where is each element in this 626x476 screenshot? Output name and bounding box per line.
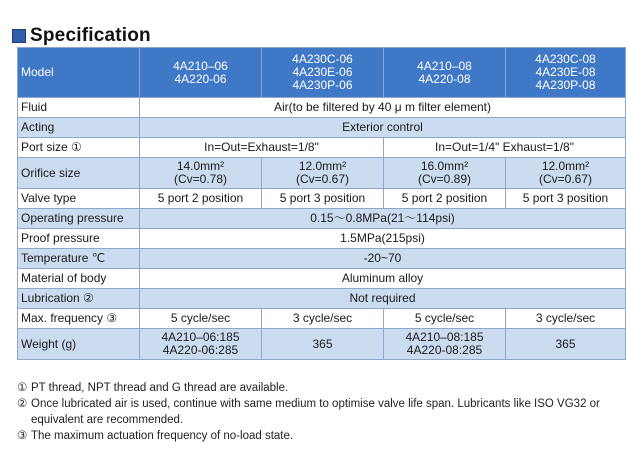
- row-value: 4A210–08:185 4A220-08:285: [384, 329, 506, 360]
- row-value: Exterior control: [140, 118, 626, 138]
- row-label: Weight (g): [18, 329, 140, 360]
- page-title: Specification: [30, 25, 151, 46]
- row-label: Operating pressure: [18, 209, 140, 229]
- row-value: 4A210–06:185 4A220-06:285: [140, 329, 262, 360]
- row-value: 12.0mm² (Cv=0.67): [262, 158, 384, 189]
- row-value: 5 port 2 position: [384, 189, 506, 209]
- row-label: Acting: [18, 118, 140, 138]
- table-row: [18, 309, 626, 329]
- model-cell: 4A230C-06 4A230E-06 4A230P-06: [262, 48, 384, 98]
- row-value: Aluminum alloy: [140, 269, 626, 289]
- row-value: 5 cycle/sec: [140, 309, 262, 329]
- row-value: 1.5MPa(215psi): [140, 229, 626, 249]
- header-label: Model: [18, 48, 140, 98]
- row-value: 16.0mm² (Cv=0.89): [384, 158, 506, 189]
- table-header-row: [18, 48, 626, 98]
- footnotes: [17, 380, 622, 444]
- row-label: Port size ①: [18, 138, 140, 158]
- square-bullet-icon: [12, 29, 26, 43]
- row-label: Temperature ℃: [18, 249, 140, 269]
- row-value: Not required: [140, 289, 626, 309]
- row-value: In=Out=Exhaust=1/8": [140, 138, 384, 158]
- row-value: 12.0mm² (Cv=0.67): [506, 158, 626, 189]
- footnote-text: The maximum actuation frequency of no-load state.: [31, 430, 294, 442]
- table-row: [18, 158, 626, 189]
- row-value: 5 port 2 position: [140, 189, 262, 209]
- row-label: Fluid: [18, 98, 140, 118]
- table-row: [18, 209, 626, 229]
- table-row: [18, 229, 626, 249]
- table-row: [18, 329, 626, 360]
- table-row: [18, 289, 626, 309]
- footnote-text: PT thread, NPT thread and G thread are available.: [31, 382, 289, 394]
- footnote: [17, 396, 622, 428]
- footnote: [17, 428, 622, 444]
- specification-table: [17, 47, 626, 360]
- row-label: Proof pressure: [18, 229, 140, 249]
- row-value: 14.0mm² (Cv=0.78): [140, 158, 262, 189]
- row-value: -20~70: [140, 249, 626, 269]
- row-value: 5 port 3 position: [506, 189, 626, 209]
- table-row: [18, 98, 626, 118]
- row-label: Lubrication ②: [18, 289, 140, 309]
- table-row: [18, 269, 626, 289]
- table-row: [18, 249, 626, 269]
- row-value: 3 cycle/sec: [506, 309, 626, 329]
- row-value: 5 port 3 position: [262, 189, 384, 209]
- row-value: 365: [506, 329, 626, 360]
- footnote-number: ②: [17, 398, 28, 410]
- table-row: [18, 189, 626, 209]
- row-label: Max. frequency ③: [18, 309, 140, 329]
- row-value: Air(to be filtered by 40 μ m filter element): [140, 98, 626, 118]
- row-value: 0.15～0.8MPa(21～114psi): [140, 209, 626, 229]
- row-value: 365: [262, 329, 384, 360]
- row-value: 3 cycle/sec: [262, 309, 384, 329]
- table-row: [18, 138, 626, 158]
- footnote-number: ①: [17, 382, 28, 394]
- model-cell: 4A230C-08 4A230E-08 4A230P-08: [506, 48, 626, 98]
- row-label: Orifice size: [18, 158, 140, 189]
- row-label: Material of body: [18, 269, 140, 289]
- model-cell: 4A210–08 4A220-08: [384, 48, 506, 98]
- footnote: [17, 380, 622, 396]
- row-label: Valve type: [18, 189, 140, 209]
- model-cell: 4A210–06 4A220-06: [140, 48, 262, 98]
- row-value: 5 cycle/sec: [384, 309, 506, 329]
- footnote-number: ③: [17, 430, 28, 442]
- title-block: [12, 24, 151, 48]
- footnote-text: Once lubricated air is used, continue with same medium to optimise valve life span. Lubricants like ISO VG32 or equivalent are recommended.: [31, 398, 600, 426]
- row-value: In=Out=1/4" Exhaust=1/8": [384, 138, 626, 158]
- table-row: [18, 118, 626, 138]
